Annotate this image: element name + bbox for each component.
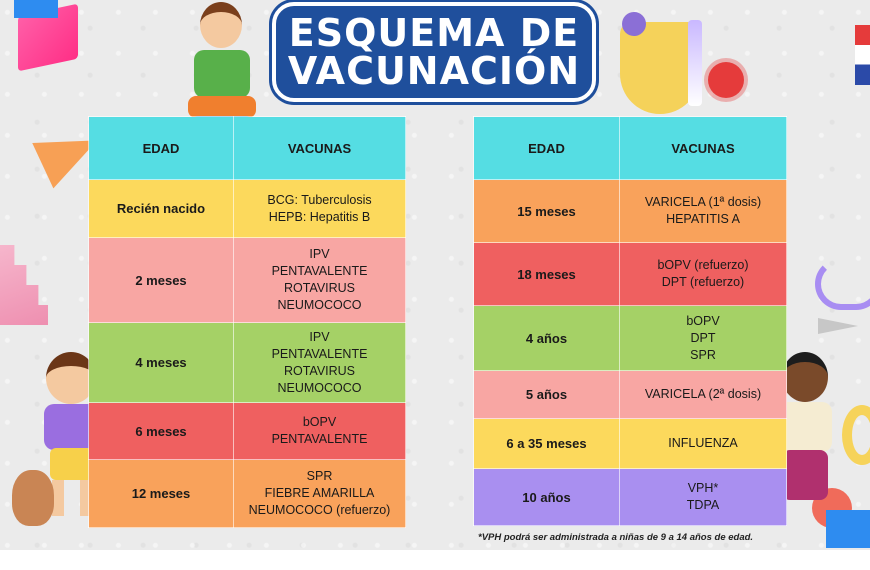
vaccine-name: ROTAVIRUS <box>283 363 356 378</box>
vaccines-cell <box>620 469 787 526</box>
table-row <box>89 323 406 403</box>
vaccine-name: BCG: Tuberculosis <box>267 192 372 207</box>
vaccine-name: NEUMOCOCO (refuerzo) <box>248 503 391 517</box>
age-cell: 18 meses <box>474 243 620 306</box>
table-row <box>474 419 787 469</box>
vaccine-name: VARICELA (2ª dosis) <box>644 387 762 401</box>
age-cell: 6 meses <box>89 403 234 460</box>
vaccine-name: HEPB: Hepatitis B <box>268 209 371 224</box>
vaccines-cell <box>620 180 787 243</box>
age-cell: Recién nacido <box>89 180 234 238</box>
flag-decoration <box>855 25 870 85</box>
vaccine-name: IPV <box>309 247 330 261</box>
footnote: *VPH podrá ser administrada a niñas de 9 a 14 años de edad. <box>478 532 754 543</box>
age-cell: 15 meses <box>474 180 620 243</box>
vaccine-name: IPV <box>309 329 330 344</box>
vaccine-name: PENTAVALENTE <box>271 264 368 278</box>
virus-decoration <box>708 62 744 98</box>
vaccine-name: SPR <box>690 347 716 362</box>
table-header-row <box>474 117 787 180</box>
age-cell: 12 meses <box>89 460 234 528</box>
vaccine-name: PENTAVALENTE <box>271 346 368 361</box>
table-row <box>89 238 406 323</box>
paper-plane-decoration-right <box>818 318 858 334</box>
vaccine-name: INFLUENZA <box>668 436 738 450</box>
title-line-1: ESQUEMA DE <box>288 11 580 55</box>
age-cell: 4 meses <box>89 323 234 403</box>
vaccine-name: NEUMOCOCO <box>277 298 362 312</box>
footer-strip <box>0 550 870 570</box>
vaccine-name: FIEBRE AMARILLA <box>264 486 375 500</box>
vaccines-cell <box>234 460 406 528</box>
table-row <box>474 180 787 243</box>
vaccines-cell <box>620 306 787 371</box>
age-cell: 5 años <box>474 371 620 419</box>
vaccine-name: bOPV (refuerzo) <box>657 258 749 272</box>
table-row <box>89 460 406 528</box>
vaccine-name: NEUMOCOCO <box>277 380 362 395</box>
vaccines-cell <box>234 323 406 403</box>
vaccine-name: VARICELA (1ª dosis) <box>644 195 762 209</box>
table-row <box>89 180 406 238</box>
vaccines-cell <box>234 238 406 323</box>
vaccine-name: ROTAVIRUS <box>283 281 356 295</box>
vaccines-cell <box>620 371 787 419</box>
vaccine-name: SPR <box>306 469 333 483</box>
stairs-decoration <box>0 245 48 325</box>
age-cell: 4 años <box>474 306 620 371</box>
cube-decoration-blue <box>14 0 58 18</box>
vaccine-name: bOPV <box>686 313 720 328</box>
age-cell: 10 años <box>474 469 620 526</box>
vaccines-cell <box>620 243 787 306</box>
virus-decoration-purple <box>622 12 646 36</box>
table-row <box>474 469 787 526</box>
table-row <box>474 371 787 419</box>
vaccine-name: HEPATITIS A <box>666 212 740 226</box>
age-cell: 6 a 35 meses <box>474 419 620 469</box>
header-edad: EDAD <box>474 117 620 180</box>
vaccines-cell <box>620 419 787 469</box>
vaccine-name: DPT <box>690 330 716 345</box>
vaccines-cell <box>234 403 406 460</box>
vaccine-name: PENTAVALENTE <box>271 432 368 446</box>
age-cell: 2 meses <box>89 238 234 323</box>
header-vacunas: VACUNAS <box>234 117 406 180</box>
table-row <box>89 403 406 460</box>
vaccine-name: bOPV <box>302 415 337 429</box>
vaccine-name: TDPA <box>686 498 720 512</box>
header-edad: EDAD <box>89 117 234 180</box>
vaccine-name: DPT (refuerzo) <box>661 275 745 289</box>
header-vacunas: VACUNAS <box>620 117 787 180</box>
syringe-decoration <box>688 20 702 106</box>
vaccines-cell <box>234 180 406 238</box>
table-header-row <box>89 117 406 180</box>
vaccination-table-left <box>88 116 406 528</box>
table-row <box>474 243 787 306</box>
title-line-2: VACUNACIÓN <box>287 49 581 93</box>
squiggle-decoration <box>815 258 870 310</box>
vaccination-table-right <box>473 116 787 526</box>
table-row <box>474 306 787 371</box>
teddy-bear-illustration <box>12 470 54 526</box>
title-banner <box>272 2 596 102</box>
vaccine-name: VPH* <box>687 481 719 495</box>
